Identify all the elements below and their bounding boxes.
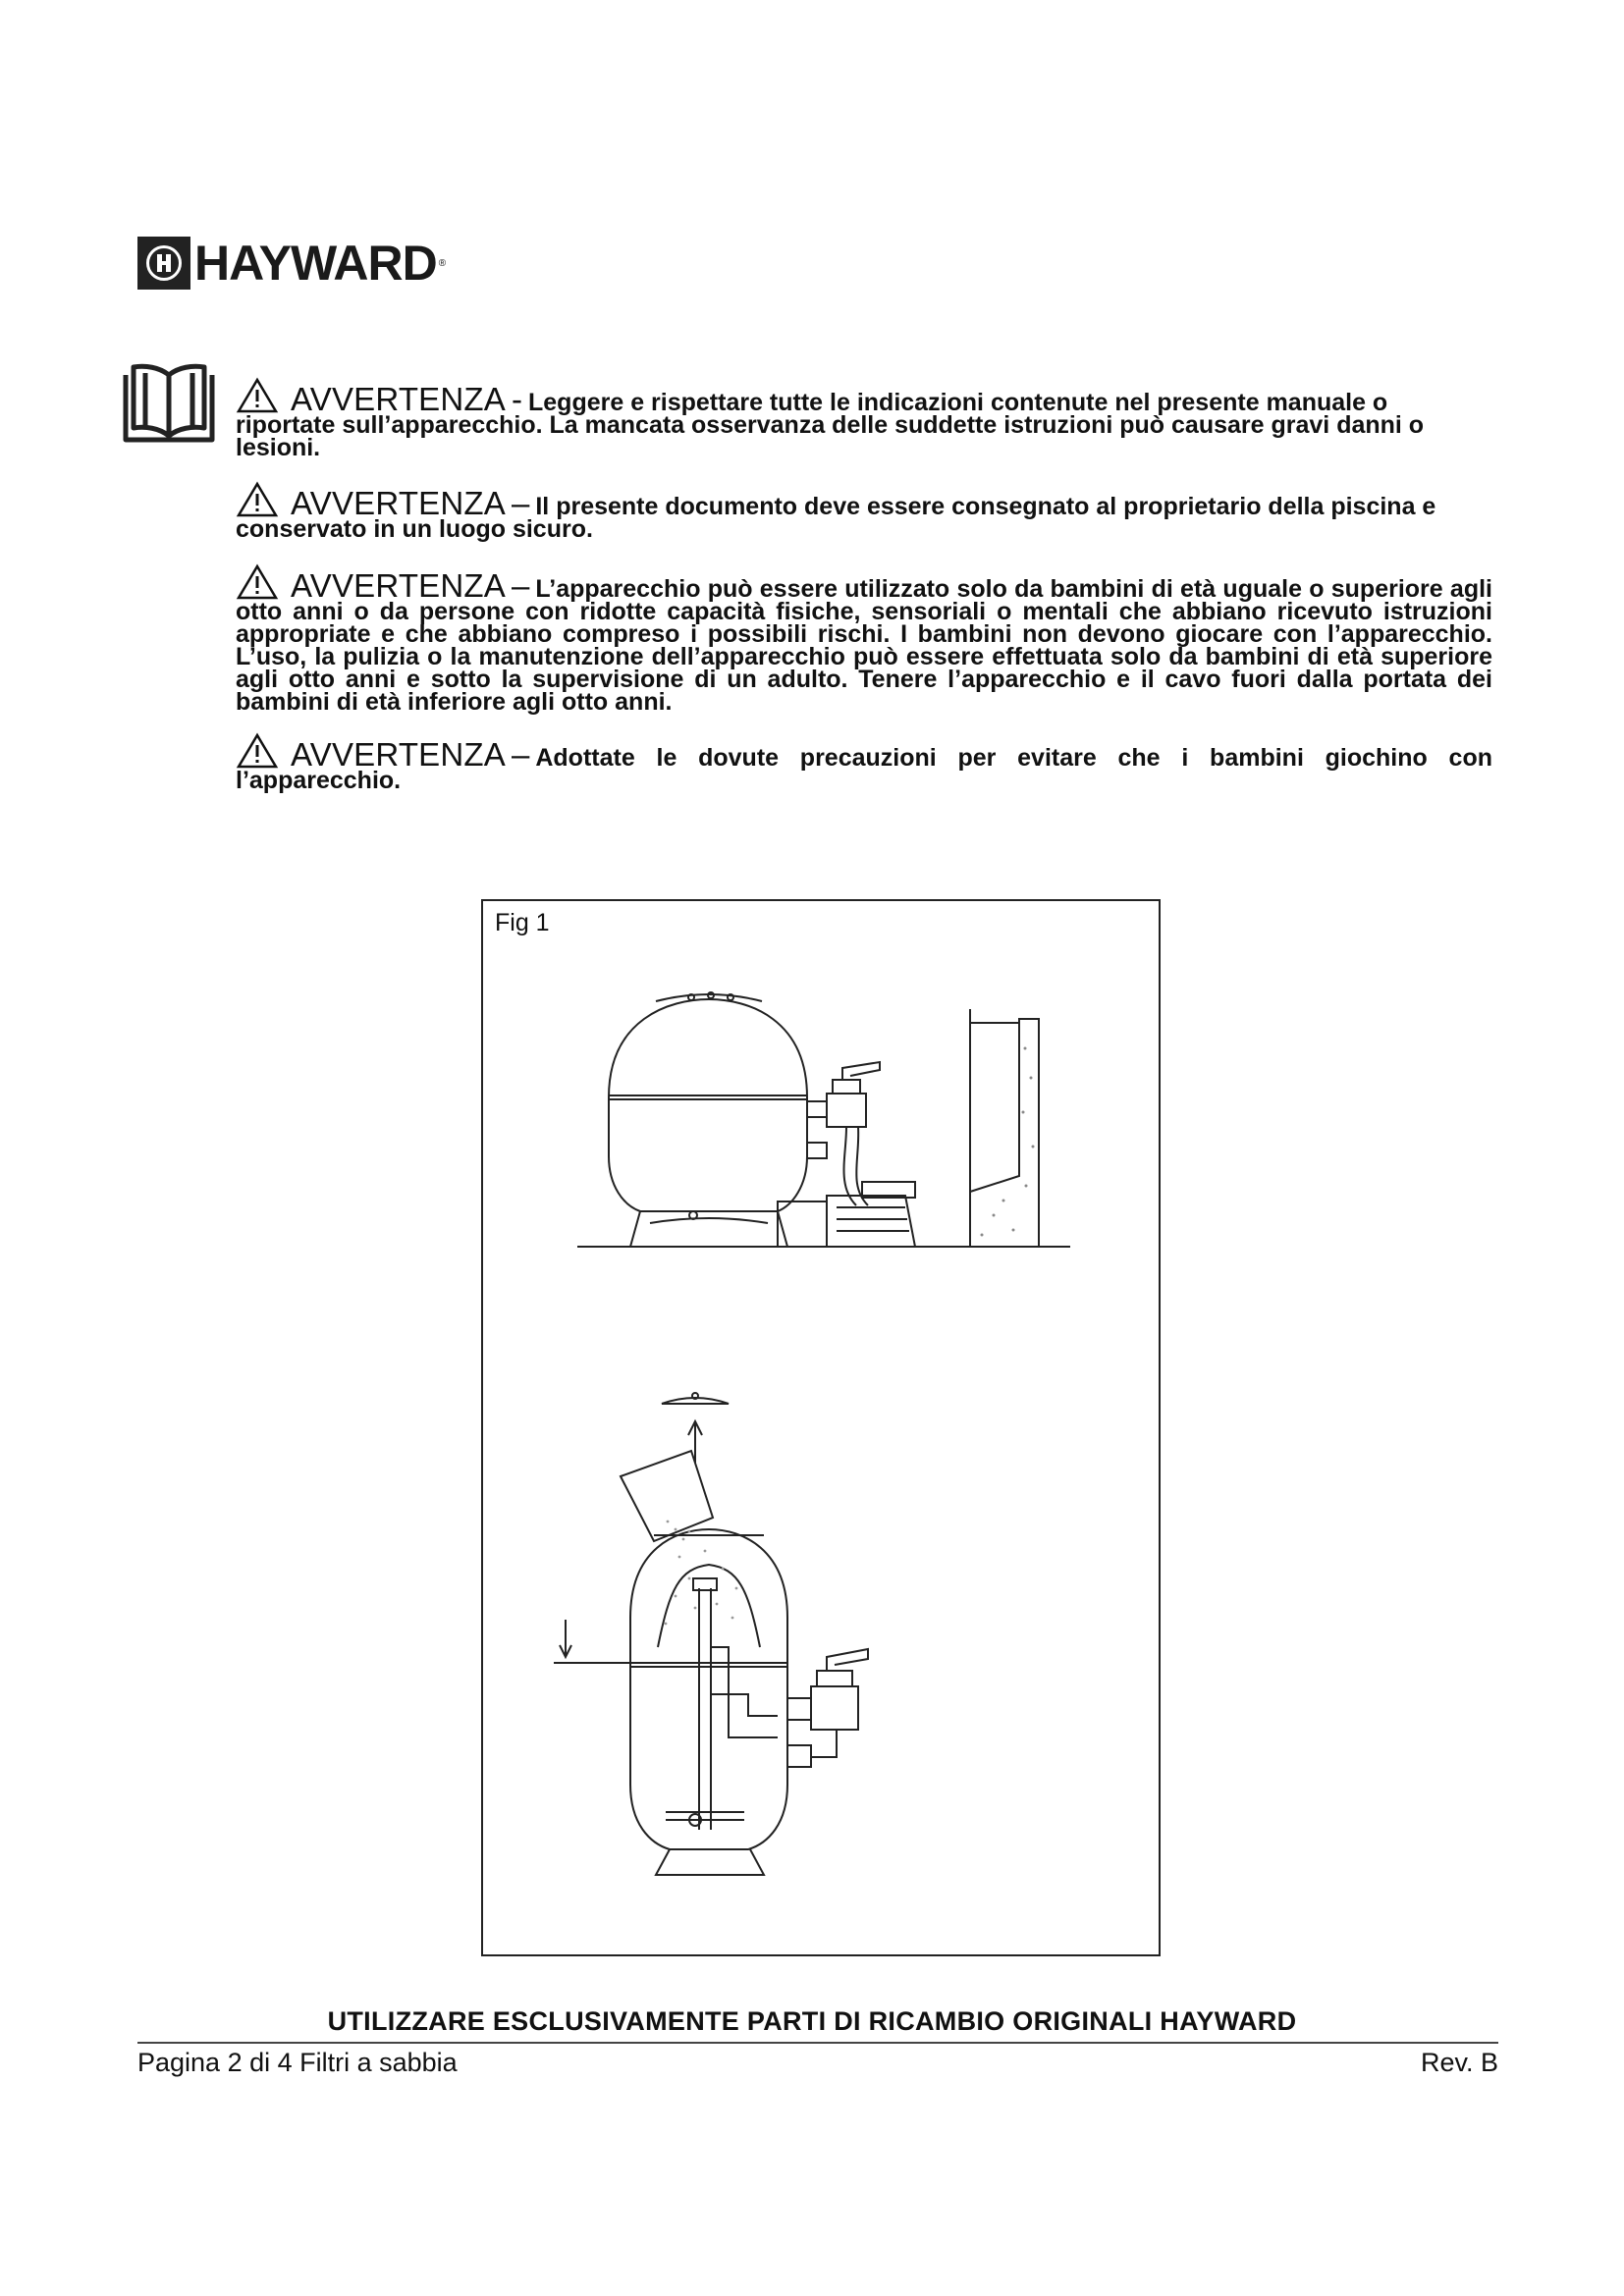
warning-separator: -: [512, 381, 522, 417]
warning-triangle-icon: [236, 563, 279, 601]
warning-heading: AVVERTENZA: [291, 381, 506, 417]
warning-triangle-icon: [236, 481, 279, 518]
warning-block-3: [236, 563, 1492, 714]
sand-filling-drawing: [554, 1393, 868, 1875]
brand-name: HAYWARD: [194, 236, 437, 291]
warning-block-2: [236, 481, 1492, 541]
warning-separator: –: [512, 485, 530, 521]
hayward-logo-icon: [137, 237, 190, 290]
warning-triangle-icon: [236, 377, 279, 414]
sand-filter-illustration: [483, 901, 1159, 1954]
warning-heading: AVVERTENZA: [291, 485, 506, 521]
warning-separator: –: [512, 567, 530, 604]
footer-note: UTILIZZARE ESCLUSIVAMENTE PARTI DI RICAMBIO ORIGINALI HAYWARD: [327, 2006, 1297, 2036]
footer-divider: [137, 2042, 1498, 2044]
footer-page-info: Pagina 2 di 4 Filtri a sabbia: [137, 2048, 458, 2077]
figure-label: Fig 1: [495, 909, 550, 936]
figure-1: [481, 899, 1161, 1956]
warning-text: L’apparecchio può essere utilizzato solo da bambini di età uguale o superiore agli otto anni o da persone con ridotte capacità fisiche, sensoriali o mentali che abbiano ricevuto istruzioni appropriate e che abbiano compreso i possibili rischi. I bambini non devono giocare con l’apparecchio. L’uso, la pulizia o la manutenzione dell’apparecchio può essere effettuata solo da bambini di età superiore agli otto anni e sotto la supervisione di un adulto. Tenere l’apparecchio e il cavo fuori dalla portata dei bambini di età inferiore agli otto anni.: [236, 575, 1492, 716]
warning-separator: –: [512, 736, 530, 773]
registered-mark: ®: [438, 257, 447, 269]
hayward-logo: [137, 236, 446, 291]
warning-text: Il presente documento deve essere consegnato al proprietario della piscina e conservato in un luogo sicuro.: [236, 493, 1436, 543]
warning-block-4: [236, 732, 1492, 792]
warning-text: Adottate le dovute precauzioni per evitare che i bambini giochino con l’apparecchio.: [236, 744, 1492, 794]
book-icon: [120, 357, 218, 446]
warning-block-1: [236, 377, 1492, 459]
warning-heading: AVVERTENZA: [291, 736, 506, 773]
warning-heading: AVVERTENZA: [291, 567, 506, 604]
footer-revision: Rev. B: [1420, 2048, 1498, 2077]
warning-triangle-icon: [236, 732, 279, 770]
installed-filter-drawing: [577, 992, 1070, 1247]
warning-text: Leggere e rispettare tutte le indicazioni contenute nel presente manuale o riportate sull’apparecchio. La mancata osservanza delle suddette istruzioni può causare gravi danni o lesioni.: [236, 389, 1425, 461]
